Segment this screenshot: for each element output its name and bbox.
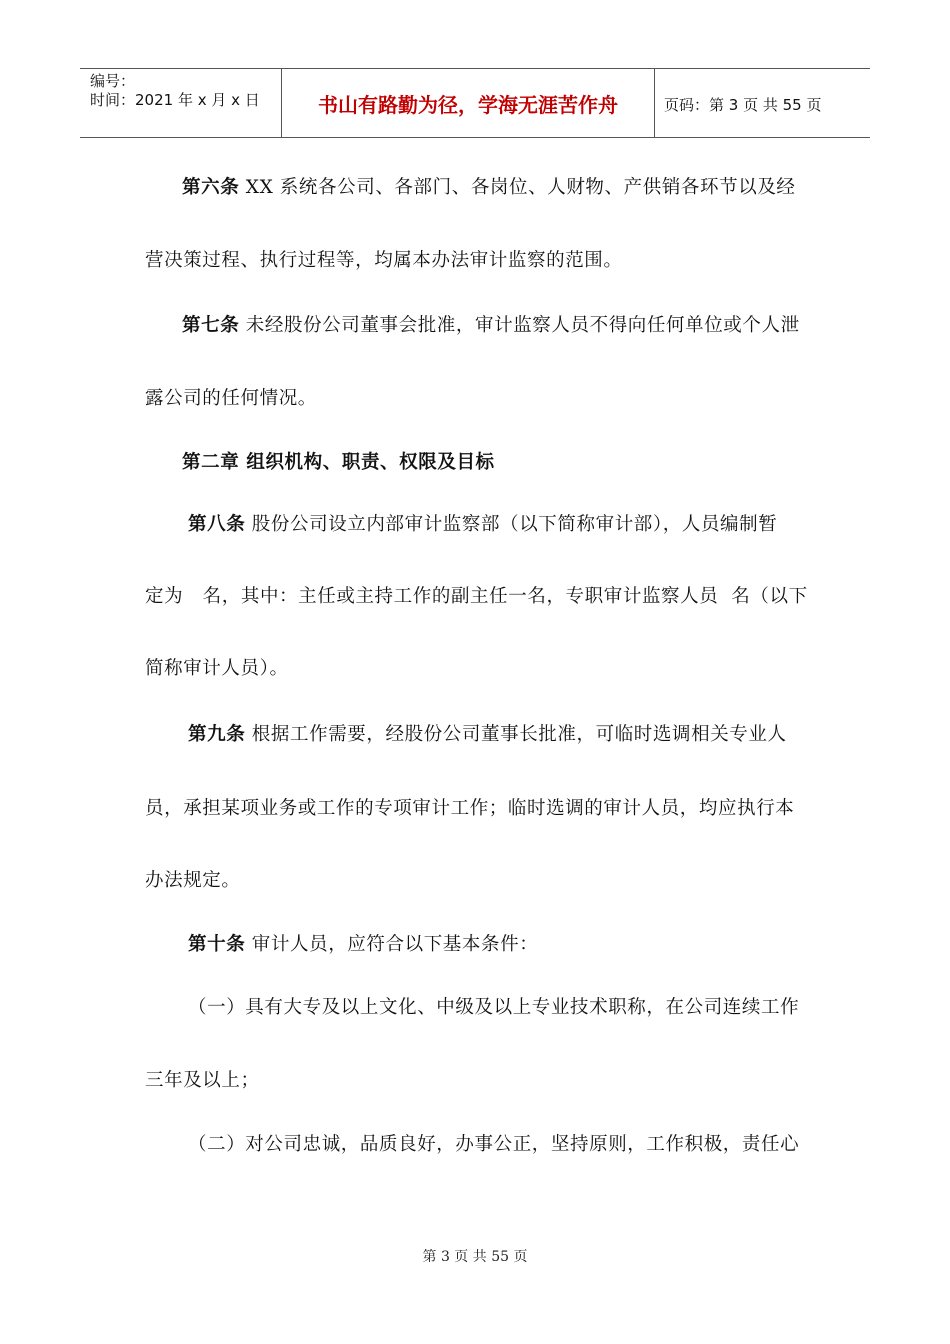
header-page-info: 页码：第 3 页 共 55 页 bbox=[664, 96, 822, 114]
article-7-text-1: 未经股份公司董事会批准，审计监察人员不得向任何单位或个人泄 bbox=[239, 315, 800, 336]
article-10-heading: 第十条 bbox=[188, 934, 246, 955]
article-9-line-1 bbox=[188, 720, 787, 746]
article-6-heading: 第六条 bbox=[182, 177, 240, 198]
number-label: 编号： bbox=[90, 72, 136, 90]
condition-1-line-2: 三年及以上； bbox=[145, 1070, 260, 1091]
article-8-line-1 bbox=[188, 510, 777, 536]
article-8-line-3: 简称审计人员）。 bbox=[145, 658, 289, 679]
document-header bbox=[80, 68, 870, 138]
condition-1-line-1: （一）具有大专及以上文化、中级及以上专业技术职称，在公司连续工作 bbox=[188, 997, 800, 1018]
header-meta bbox=[90, 72, 260, 110]
article-9-text-1: 根据工作需要，经股份公司董事长批准，可临时选调相关专业人 bbox=[245, 724, 787, 745]
article-9-heading: 第九条 bbox=[188, 724, 246, 745]
article-6-text-1: XX 系统各公司、各部门、各岗位、人财物、产供销各环节以及经 bbox=[239, 177, 796, 198]
article-6-line-1 bbox=[182, 173, 796, 199]
article-8-line-2: 定为 名，其中：主任或主持工作的副主任一名，专职审计监察人员 名（以下 bbox=[145, 586, 808, 607]
header-motto: 书山有路勤为径，学海无涯苦作舟 bbox=[318, 93, 618, 117]
article-7-heading: 第七条 bbox=[182, 315, 240, 336]
article-8-heading: 第八条 bbox=[188, 514, 246, 535]
article-10-line-1 bbox=[188, 930, 538, 956]
chapter-2-title: 第二章 组织机构、职责、权限及目标 bbox=[182, 452, 495, 473]
article-7-line-2: 露公司的任何情况。 bbox=[145, 388, 317, 409]
article-7-line-1 bbox=[182, 311, 800, 337]
article-9-line-2: 员，承担某项业务或工作的专项审计工作；临时选调的审计人员，均应执行本 bbox=[145, 798, 795, 819]
article-8-text-1: 股份公司设立内部审计监察部（以下简称审计部），人员编制暂 bbox=[245, 514, 778, 535]
header-divider-right bbox=[654, 69, 655, 137]
article-10-text-1: 审计人员，应符合以下基本条件： bbox=[245, 934, 539, 955]
article-9-line-3: 办法规定。 bbox=[145, 870, 241, 891]
condition-2-line-1: （二）对公司忠诚，品质良好，办事公正，坚持原则，工作积极，责任心 bbox=[188, 1134, 800, 1155]
article-6-line-2: 营决策过程、执行过程等，均属本办法审计监察的范围。 bbox=[145, 250, 623, 271]
chapter-2-heading bbox=[182, 448, 495, 474]
page-footer: 第 3 页 共 55 页 bbox=[422, 1249, 528, 1265]
date-label: 时间：2021 年 x 月 x 日 bbox=[90, 91, 260, 109]
